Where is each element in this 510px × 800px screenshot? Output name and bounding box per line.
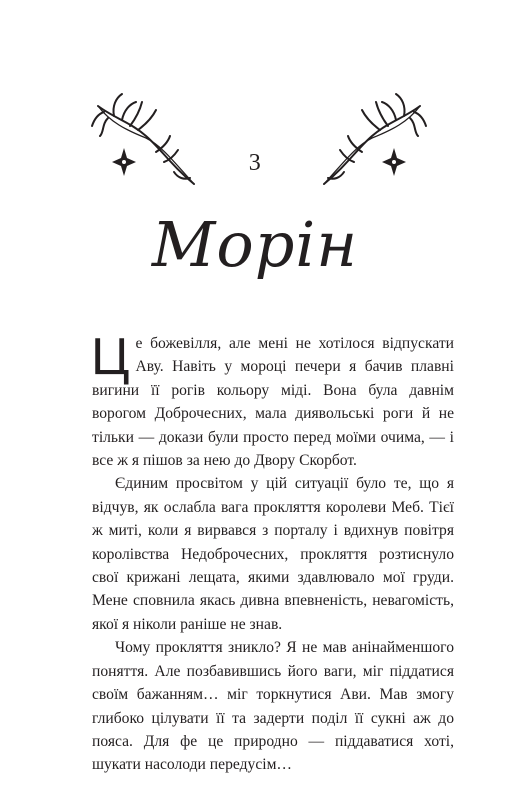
branch-star-icon [316,92,428,202]
chapter-title: Морін [151,208,359,281]
right-branch-ornament [316,92,428,202]
paragraph-3: Чому прокляття зникло? Я не мав анінайменшого поняття. Але позбавившись його ваги, міг піддатися своїм бажанням… міг торкнутися Ави. Мав змогу глибоко цілувати її та задерти поділ її сукні аж до пояса. Для фе це природно — піддаватися хоті, шукати насолоди передусім… [92,639,454,774]
left-branch-ornament [90,92,202,202]
paragraph-2: Єдиним просвітом у цій ситуації було те, що я відчув, як ослабла вага прокляття королеви Меб. Тієї ж миті, коли я вирвався з порталу і вдихнув повітря королівства Недоброчесних, прокляття розтиснуло свої крижані лещата, якими здавлювало мої груди. Мене сповнила якась дивна впевненість, невагомість, якої я ніколи раніше не знав. [92,475,454,633]
chapter-body [91,328,454,777]
branch-star-icon [90,92,202,202]
drop-cap: Ц [91,328,130,386]
paragraph-1 [91,328,454,472]
paragraph-1-text: е божевілля, але мені не хотілося відпускати Аву. Навіть у мороці печери я бачив плавні вигини її рогів кольору міді. Вона була давнім ворогом Доброчесних, мала диявольські роги й не тільки — докази були просто перед моїми очима, — і все ж я пішов за нею до Двору Скорбот. [92,335,454,470]
chapter-number: 3 [248,150,262,176]
